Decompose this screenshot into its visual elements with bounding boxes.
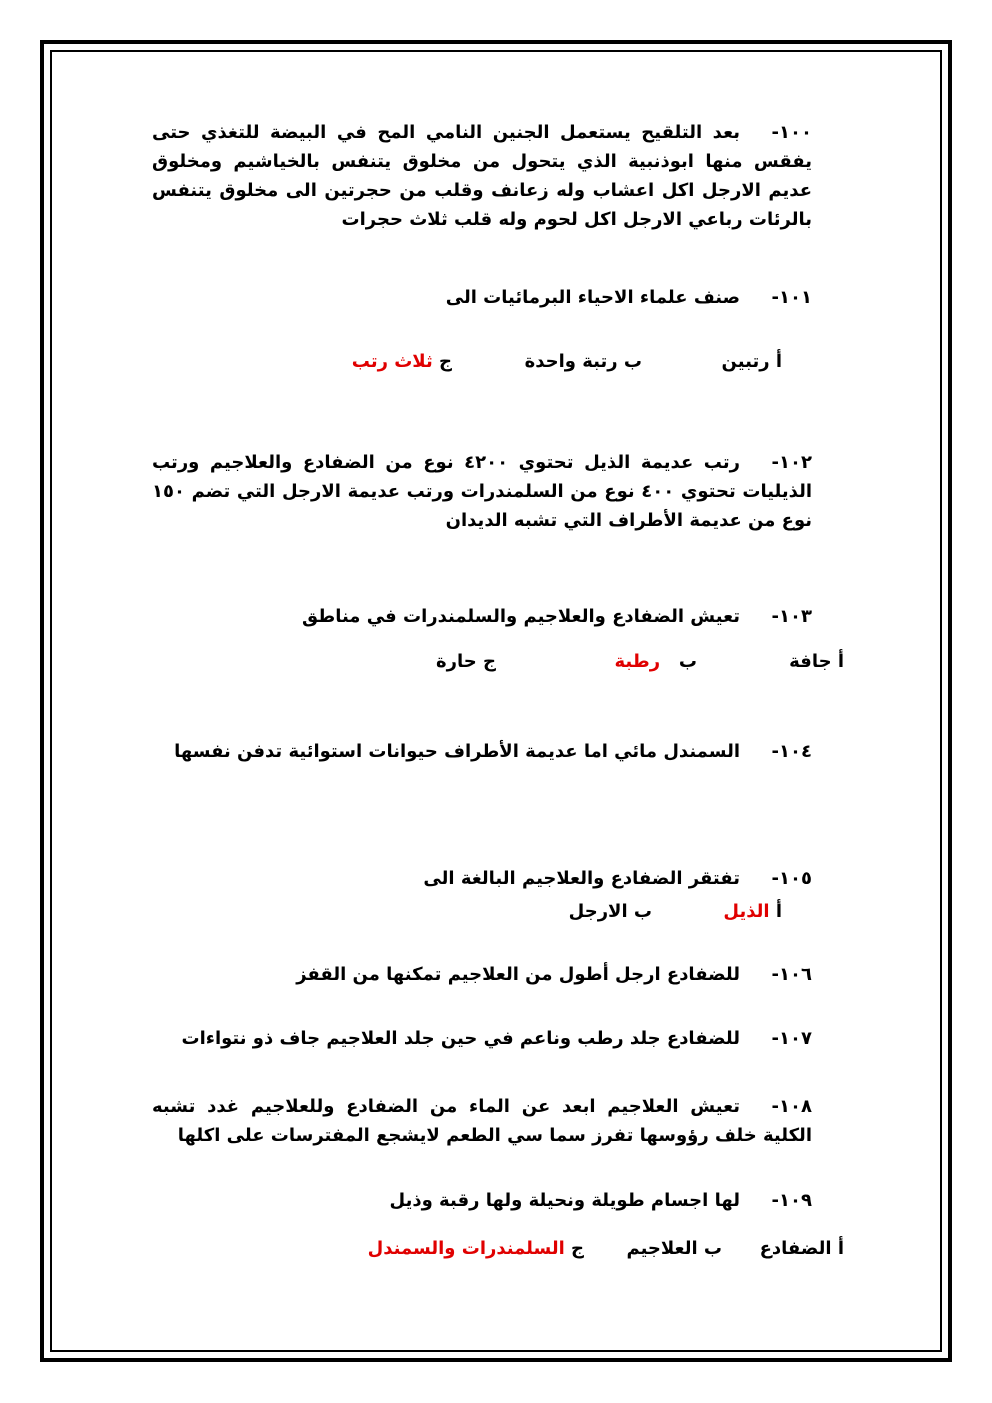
question-102 [152,448,812,535]
question-number: ١٠٥- [771,868,812,889]
question-109 [152,1186,812,1215]
question-text: تفتقر الضفادع والعلاجيم البالغة الى [423,868,740,889]
option-a: أ جافة [789,651,844,672]
question-text: تعيش العلاجيم ابعد عن الماء من الضفادع وللعلاجيم غدد تشبه الكلية خلف رؤوسها تفرز سما سي الطعم لايشجع المفترسات على اكلها [152,1096,812,1146]
question-text: للضفادع جلد رطب وناعم في حين جلد العلاجيم جاف ذو نتواءات [181,1028,740,1049]
option-c: ج حارة [436,651,496,672]
option-c-answer: السلمندرات والسمندل [367,1238,565,1259]
question-number: ١٠١- [771,287,812,308]
question-104 [152,737,812,766]
question-103 [152,602,812,631]
question-number: ١٠٧- [771,1028,812,1049]
option-c-prefix: ج [564,1238,584,1259]
option-b: ب العلاجيم [626,1238,722,1259]
question-number: ١٠٣- [771,606,812,627]
option-b [615,647,698,676]
option-a [723,897,782,926]
question-text: لها اجسام طويلة ونحيلة ولها رقبة وذيل [389,1190,740,1211]
option-b-answer: رطبة [614,651,661,672]
option-a: أ الضفادع [759,1238,844,1259]
question-105 [152,864,812,893]
question-number: ١٠٨- [771,1096,812,1117]
question-number: ١٠٩- [771,1190,812,1211]
question-100 [152,118,812,234]
option-b: ب الارجل [568,901,652,922]
option-b-prefix: ب [678,651,697,672]
option-a: أ رتبين [721,351,782,372]
option-a-prefix: أ [769,901,782,922]
question-number: ١٠٢- [771,452,812,473]
question-text: بعد التلقيح يستعمل الجنين النامي المح في البيضة للتغذي حتى يفقس منها ابوذنبية الذي يتحول من مخلوق يتنفس بالخياشيم ومخلوق عديم الارجل اكل اعشاب وله زعانف وقلب من حجرتين الى مخلوق يتنفس بالرئات رباعي الارجل اكل لحوم وله قلب ثلاث حجرات [152,122,812,230]
option-c [368,1234,584,1263]
question-number: ١٠٤- [771,741,812,762]
question-101 [152,283,812,312]
question-text: للضفادع ارجل أطول من العلاجيم تمكنها من القفز [296,964,740,985]
question-number: ١٠٠- [771,122,812,143]
option-c [352,347,452,376]
question-107 [152,1024,812,1053]
question-106 [152,960,812,989]
question-number: ١٠٦- [771,964,812,985]
question-108 [152,1092,812,1150]
question-text: السمندل مائي اما عديمة الأطراف حيوانات استوائية تدفن نفسها [174,741,740,762]
question-text: تعيش الضفادع والعلاجيم والسلمندرات في مناطق [302,606,740,627]
question-text: رتب عديمة الذيل تحتوي ٤٢٠٠ نوع من الضفادع والعلاجيم ورتب الذيليات تحتوي ٤٠٠ نوع من السلمندرات ورتب عديمة الارجل التي تضم ١٥٠ نوع من عديمة الأطراف التي تشبه الديدان [152,452,812,531]
option-c-prefix: ج [432,351,452,372]
question-text: صنف علماء الاحياء البرمائيات الى [445,287,740,308]
option-a-answer: الذيل [723,901,770,922]
option-b: ب رتبة واحدة [524,351,642,372]
option-c-answer: ثلاث رتب [351,351,433,372]
